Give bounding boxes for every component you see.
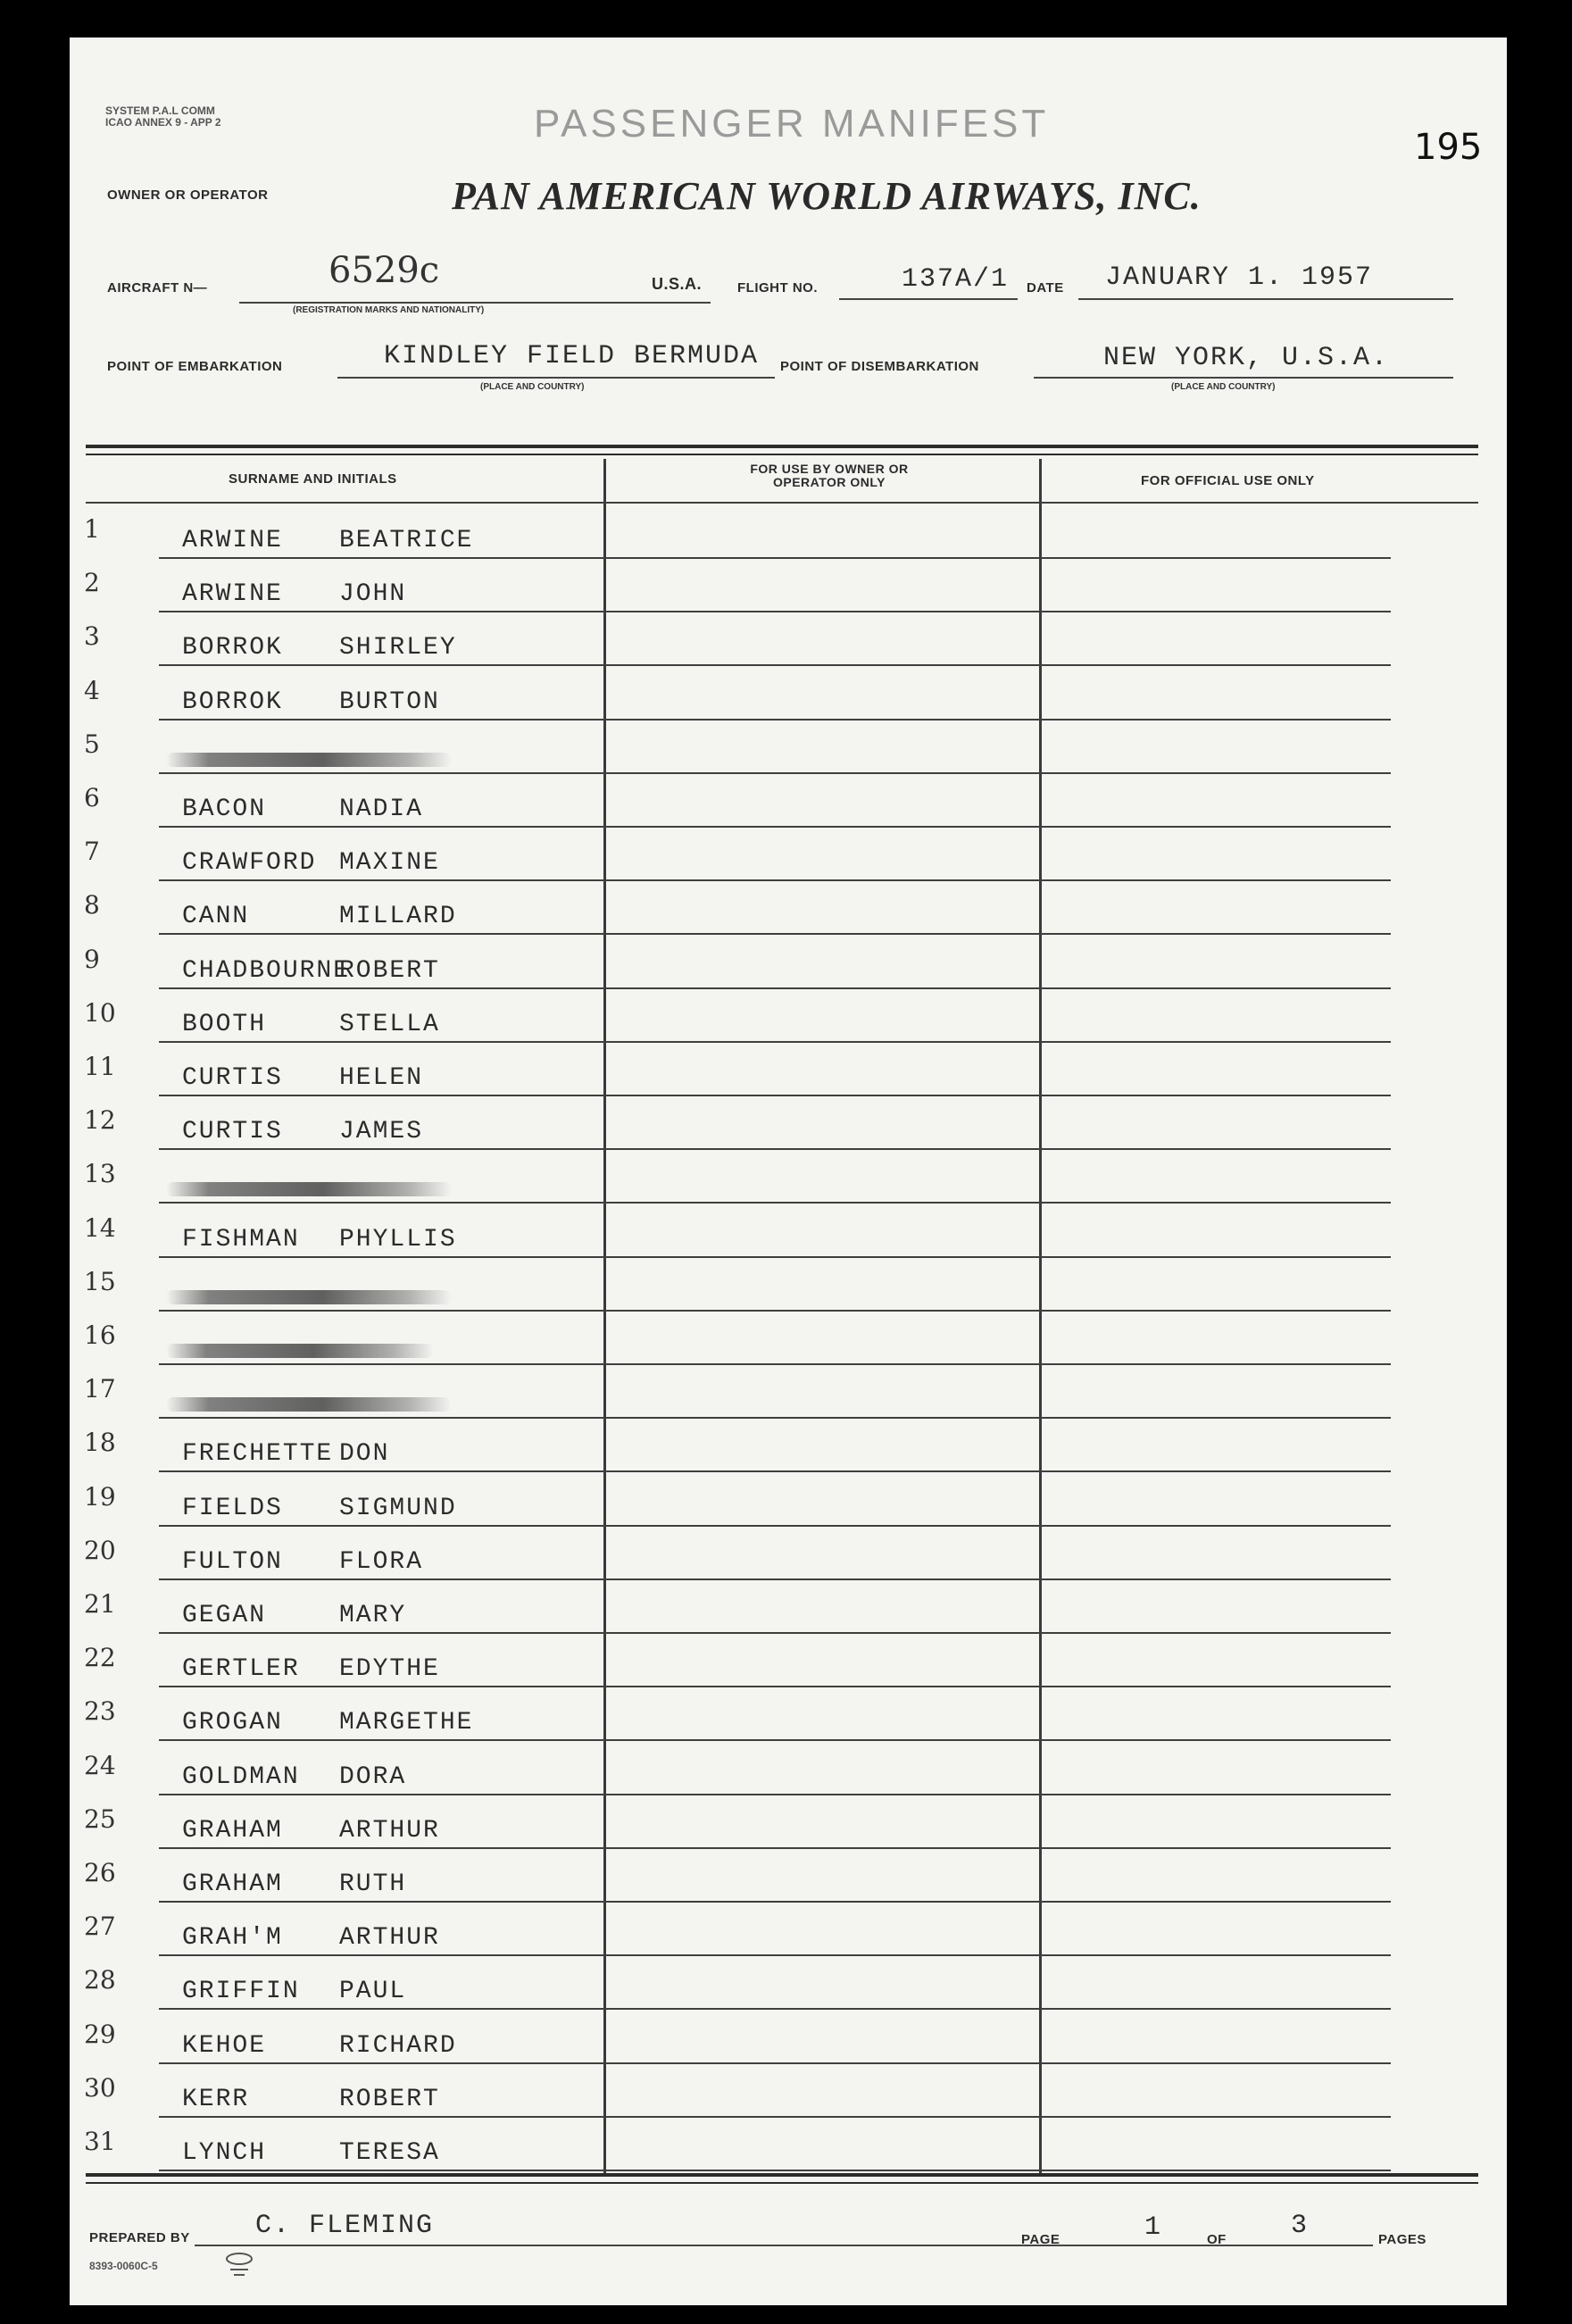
row-number: 1 <box>84 514 100 544</box>
row-line <box>159 611 1391 612</box>
row-line <box>159 1363 1391 1365</box>
row-line <box>159 1794 1391 1795</box>
passenger-surname: GRAH'M <box>182 1924 283 1952</box>
manifest-title: PASSENGER MANIFEST <box>534 102 1050 146</box>
row-line <box>159 1148 1391 1150</box>
passenger-given-name: NADIA <box>339 795 424 823</box>
row-number: 3 <box>84 621 100 651</box>
row-line <box>159 1041 1391 1043</box>
passenger-surname: GRIFFIN <box>182 1978 300 2005</box>
row-line <box>159 1202 1391 1204</box>
passenger-surname: GEGAN <box>182 1602 267 1629</box>
passenger-given-name: FLORA <box>339 1548 424 1576</box>
flight-underline <box>839 298 1018 300</box>
table-bottom-rule <box>86 2173 1478 2177</box>
row-number: 29 <box>84 2020 116 2049</box>
passenger-surname: LYNCH <box>182 2139 267 2167</box>
disembark-sublabel: (PLACE AND COUNTRY) <box>1171 382 1276 392</box>
passenger-given-name: TERESA <box>339 2139 440 2167</box>
passenger-given-name: SHIRLEY <box>339 634 457 662</box>
flight-number: 137A/1 <box>902 264 1010 295</box>
row-line <box>159 1470 1391 1472</box>
embark-point: KINDLEY FIELD BERMUDA <box>384 341 760 371</box>
passenger-surname: CANN <box>182 903 250 930</box>
aircraft-registration: 6529c <box>329 250 440 291</box>
row-line <box>159 2170 1391 2171</box>
passenger-surname: ARWINE <box>182 527 283 554</box>
passenger-surname: BORROK <box>182 634 283 662</box>
row-line <box>159 826 1391 828</box>
row-line <box>159 772 1391 774</box>
date-underline <box>1078 298 1453 300</box>
nationality-label: U.S.A. <box>652 275 703 293</box>
page-label: PAGE <box>1021 2232 1060 2247</box>
row-number: 25 <box>84 1804 116 1834</box>
of-underline <box>1248 2245 1373 2246</box>
passenger-given-name: DON <box>339 1440 390 1468</box>
row-number: 16 <box>84 1320 116 1350</box>
form-code <box>105 105 221 129</box>
column-header-owner-use: FOR USE BY OWNER OR OPERATOR ONLY <box>750 462 909 489</box>
passenger-given-name: BURTON <box>339 688 440 716</box>
passenger-surname: CHADBOURNE <box>182 957 351 985</box>
date-label: DATE <box>1027 280 1064 296</box>
row-number: 28 <box>84 1965 116 1995</box>
prepared-label: PREPARED BY <box>89 2230 190 2245</box>
flight-date: JANUARY 1. 1957 <box>1105 262 1374 293</box>
passenger-given-name: MARGETHE <box>339 1709 474 1737</box>
row-number: 5 <box>84 729 100 759</box>
row-number: 14 <box>84 1213 116 1243</box>
passenger-surname: CURTIS <box>182 1118 283 1145</box>
row-line <box>159 1578 1391 1580</box>
carrier-name: PAN AMERICAN WORLD AIRWAYS, INC. <box>452 174 1202 218</box>
column-divider-2 <box>1039 459 1042 2173</box>
row-line <box>159 987 1391 989</box>
passenger-given-name: PAUL <box>339 1978 407 2005</box>
passenger-surname: FISHMAN <box>182 1226 300 1254</box>
redacted-entry <box>166 1182 452 1196</box>
page-value: 1 <box>1144 2212 1163 2243</box>
passenger-given-name: ARTHUR <box>339 1924 440 1952</box>
passenger-given-name: DORA <box>339 1763 407 1791</box>
redacted-entry <box>166 1344 434 1358</box>
redacted-entry <box>166 753 452 767</box>
aircraft-underline <box>239 302 711 304</box>
print-stamp-icon <box>221 2250 257 2278</box>
of-label: OF <box>1207 2232 1227 2247</box>
passenger-surname: FIELDS <box>182 1495 283 1522</box>
column-header-official: FOR OFFICIAL USE ONLY <box>1141 473 1315 488</box>
row-number: 17 <box>84 1374 116 1404</box>
row-line <box>159 2062 1391 2064</box>
prepared-by: C. FLEMING <box>255 2211 435 2241</box>
passenger-given-name: SIGMUND <box>339 1495 457 1522</box>
passenger-surname: BORROK <box>182 688 283 716</box>
row-line <box>159 2008 1391 2010</box>
passenger-given-name: MILLARD <box>339 903 457 930</box>
passenger-surname: GROGAN <box>182 1709 283 1737</box>
document-page-number: 195 <box>1414 127 1483 168</box>
row-line <box>159 664 1391 666</box>
row-number: 12 <box>84 1105 116 1135</box>
table-bottom-rule-2 <box>86 2182 1478 2184</box>
table-top-rule-2 <box>86 454 1478 455</box>
row-number: 4 <box>84 676 100 705</box>
row-line <box>159 1954 1391 1956</box>
disembark-label: POINT OF DISEMBARKATION <box>780 359 979 374</box>
embark-label: POINT OF EMBARKATION <box>107 359 283 374</box>
passenger-surname: KERR <box>182 2086 250 2113</box>
row-number: 6 <box>84 783 100 812</box>
row-line <box>159 719 1391 721</box>
row-line <box>159 1686 1391 1687</box>
embark-sublabel: (PLACE AND COUNTRY) <box>480 382 585 392</box>
passenger-surname: GRAHAM <box>182 1870 283 1898</box>
row-number: 19 <box>84 1482 116 1512</box>
row-number: 15 <box>84 1267 116 1296</box>
table-top-rule <box>86 445 1478 448</box>
row-number: 10 <box>84 998 116 1028</box>
row-line <box>159 1310 1391 1312</box>
passenger-given-name: RICHARD <box>339 2032 457 2060</box>
column-header-surname: SURNAME AND INITIALS <box>229 471 397 487</box>
row-line <box>159 1632 1391 1634</box>
passenger-surname: GOLDMAN <box>182 1763 300 1791</box>
passenger-given-name: JAMES <box>339 1118 424 1145</box>
disembark-underline <box>1034 377 1453 379</box>
form-code-line-1: SYSTEM P.A.L COMM <box>105 104 215 117</box>
passenger-given-name: PHYLLIS <box>339 1226 457 1254</box>
passenger-surname: GRAHAM <box>182 1817 283 1845</box>
form-number: 8393-0060C-5 <box>89 2260 158 2272</box>
flight-label: FLIGHT NO. <box>737 280 818 296</box>
row-line <box>159 1739 1391 1741</box>
of-value: 3 <box>1291 2211 1310 2241</box>
manifest-sheet <box>70 37 1507 2305</box>
row-number: 7 <box>84 837 100 866</box>
passenger-surname: ARWINE <box>182 580 283 608</box>
row-number: 26 <box>84 1858 116 1887</box>
disembark-point: NEW YORK, U.S.A. <box>1103 343 1390 373</box>
row-line <box>159 879 1391 881</box>
row-number: 27 <box>84 1912 116 1941</box>
passenger-given-name: ARTHUR <box>339 1817 440 1845</box>
redacted-entry <box>166 1397 452 1412</box>
header-bottom-line <box>86 502 1478 504</box>
row-number: 11 <box>84 1052 116 1081</box>
row-number: 9 <box>84 945 100 974</box>
row-number: 24 <box>84 1751 116 1780</box>
row-number: 20 <box>84 1536 116 1565</box>
row-line <box>159 557 1391 559</box>
row-line <box>159 2116 1391 2118</box>
row-number: 22 <box>84 1643 116 1672</box>
prepared-underline <box>195 2245 1069 2246</box>
row-number: 13 <box>84 1159 116 1188</box>
passenger-given-name: BEATRICE <box>339 527 474 554</box>
pages-label: PAGES <box>1378 2232 1426 2247</box>
row-number: 23 <box>84 1696 116 1726</box>
row-line <box>159 1525 1391 1527</box>
passenger-surname: FRECHETTE <box>182 1440 334 1468</box>
row-number: 18 <box>84 1428 116 1457</box>
passenger-given-name: STELLA <box>339 1011 440 1038</box>
row-line <box>159 1095 1391 1096</box>
passenger-surname: BOOTH <box>182 1011 267 1038</box>
row-number: 8 <box>84 890 100 920</box>
owner-label: OWNER OR OPERATOR <box>107 187 269 203</box>
passenger-surname: GERTLER <box>182 1655 300 1683</box>
passenger-surname: KEHOE <box>182 2032 267 2060</box>
passenger-surname: BACON <box>182 795 267 823</box>
row-line <box>159 1417 1391 1419</box>
passenger-given-name: ROBERT <box>339 957 440 985</box>
redacted-entry <box>166 1290 452 1304</box>
row-number: 30 <box>84 2073 116 2103</box>
row-line <box>159 1256 1391 1258</box>
row-number: 31 <box>84 2127 116 2156</box>
passenger-given-name: ROBERT <box>339 2086 440 2113</box>
passenger-surname: CRAWFORD <box>182 849 317 877</box>
aircraft-sublabel: (REGISTRATION MARKS AND NATIONALITY) <box>293 305 485 315</box>
row-line <box>159 1847 1391 1849</box>
passenger-given-name: RUTH <box>339 1870 407 1898</box>
column-divider-1 <box>603 459 606 2173</box>
embark-underline <box>337 377 775 379</box>
passenger-surname: CURTIS <box>182 1064 283 1092</box>
passenger-given-name: MARY <box>339 1602 407 1629</box>
aircraft-label: AIRCRAFT N— <box>107 280 208 296</box>
form-code-line-2: ICAO ANNEX 9 - APP 2 <box>105 116 221 129</box>
passenger-given-name: JOHN <box>339 580 407 608</box>
passenger-given-name: HELEN <box>339 1064 424 1092</box>
passenger-given-name: MAXINE <box>339 849 440 877</box>
row-line <box>159 933 1391 935</box>
passenger-surname: FULTON <box>182 1548 283 1576</box>
row-line <box>159 1901 1391 1903</box>
row-number: 2 <box>84 568 100 597</box>
passenger-given-name: EDYTHE <box>339 1655 440 1683</box>
row-number: 21 <box>84 1589 116 1619</box>
